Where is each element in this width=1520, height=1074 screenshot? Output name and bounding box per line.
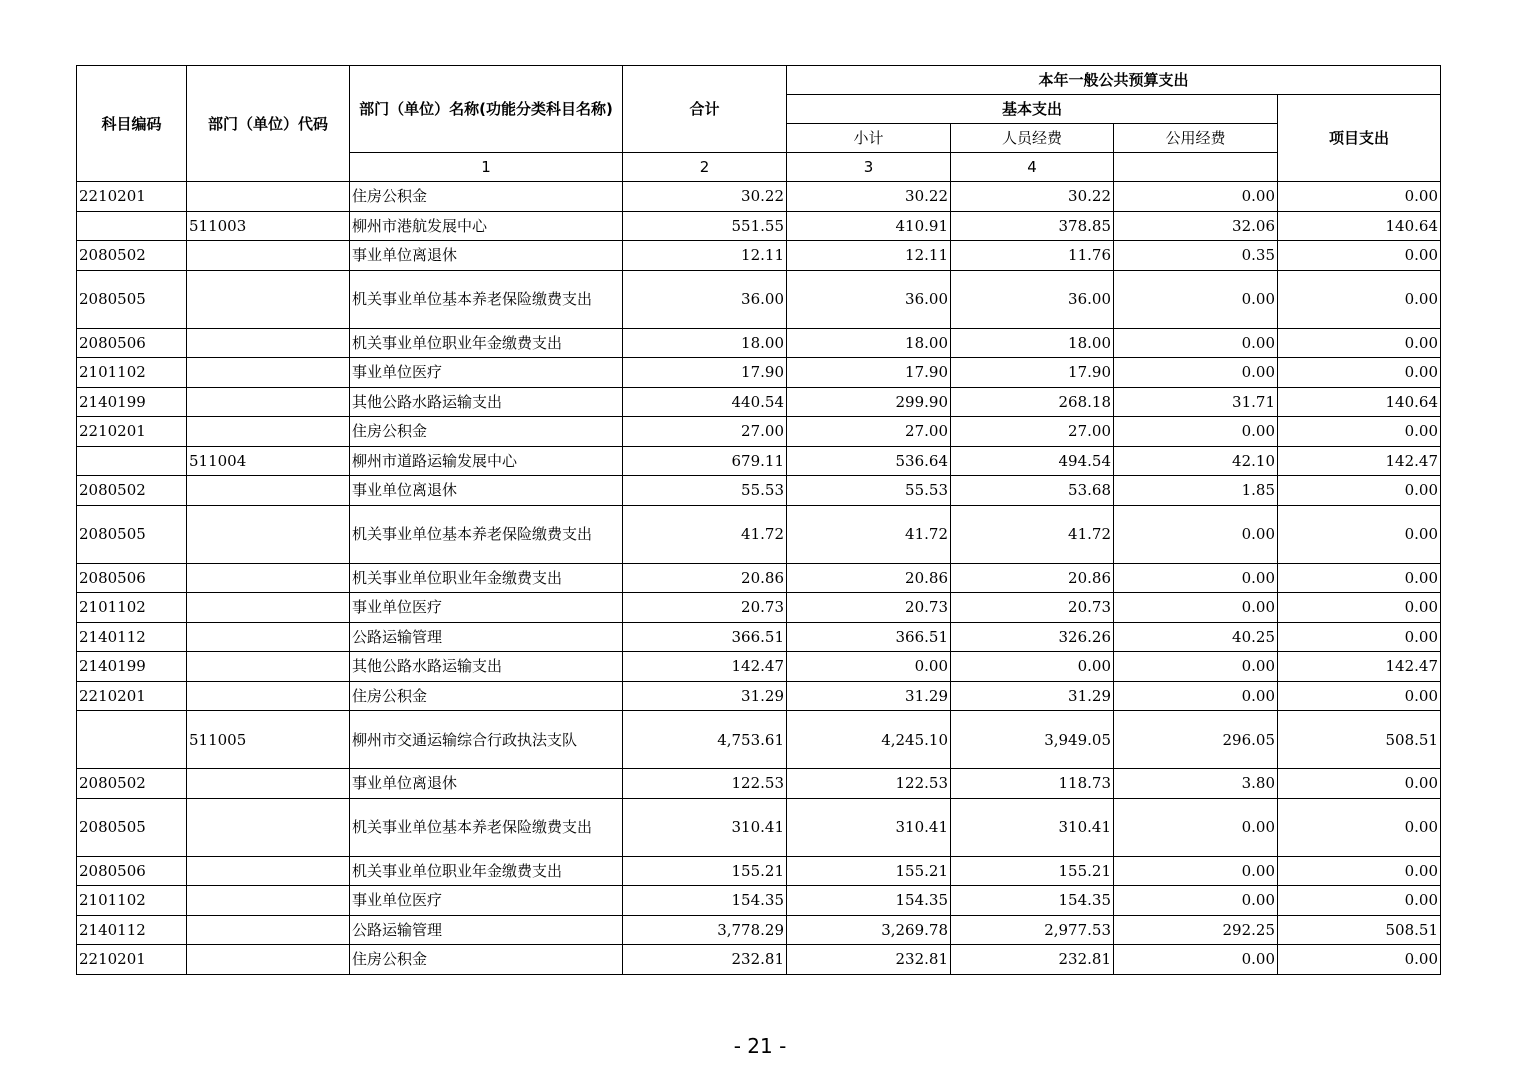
row-personnel: 30.22 [951,182,1114,212]
row-total: 31.29 [623,681,787,711]
row-dept-name: 事业单位离退休 [350,241,623,271]
table-row [77,270,1441,328]
row-personnel: 118.73 [951,769,1114,799]
row-subtotal: 17.90 [787,358,951,388]
row-subtotal: 410.91 [787,211,951,241]
header-col-num-2: 2 [623,153,787,182]
row-dept-name: 住房公积金 [350,417,623,447]
row-project: 0.00 [1278,798,1441,856]
row-dept-code [187,945,350,975]
table-row [77,563,1441,593]
row-subject-code: 2101102 [77,886,187,916]
row-subject-code: 2080505 [77,270,187,328]
row-public: 1.85 [1114,476,1278,506]
row-dept-name: 机关事业单位职业年金缴费支出 [350,563,623,593]
row-subject-code: 2210201 [77,681,187,711]
header-personnel: 人员经费 [951,124,1114,153]
row-subject-code: 2080505 [77,798,187,856]
header-total: 合计 [623,66,787,153]
row-total: 142.47 [623,652,787,682]
row-dept-name: 住房公积金 [350,681,623,711]
row-subtotal: 55.53 [787,476,951,506]
row-personnel: 41.72 [951,505,1114,563]
row-total: 27.00 [623,417,787,447]
row-total: 17.90 [623,358,787,388]
row-public: 0.00 [1114,593,1278,623]
row-dept-code: 511003 [187,211,350,241]
row-project: 0.00 [1278,622,1441,652]
row-public: 0.00 [1114,945,1278,975]
row-personnel: 3,949.05 [951,711,1114,769]
row-personnel: 232.81 [951,945,1114,975]
row-total: 3,778.29 [623,915,787,945]
table-row [77,711,1441,769]
row-personnel: 31.29 [951,681,1114,711]
row-dept-name: 机关事业单位基本养老保险缴费支出 [350,505,623,563]
header-subject-code: 科目编码 [77,66,187,182]
header-col-num-3: 3 [787,153,951,182]
row-personnel: 53.68 [951,476,1114,506]
row-dept-code: 511004 [187,446,350,476]
row-personnel: 18.00 [951,328,1114,358]
row-dept-name: 机关事业单位职业年金缴费支出 [350,856,623,886]
table-header [77,66,1441,182]
row-public: 0.00 [1114,563,1278,593]
table-row [77,358,1441,388]
row-total: 55.53 [623,476,787,506]
row-project: 0.00 [1278,182,1441,212]
row-public: 0.00 [1114,270,1278,328]
row-public: 0.00 [1114,182,1278,212]
table-row [77,182,1441,212]
table-body [77,182,1441,975]
row-public: 32.06 [1114,211,1278,241]
row-personnel: 20.86 [951,563,1114,593]
row-total: 36.00 [623,270,787,328]
row-public: 0.00 [1114,856,1278,886]
table-row [77,211,1441,241]
row-subtotal: 12.11 [787,241,951,271]
row-dept-code [187,563,350,593]
row-project: 0.00 [1278,769,1441,799]
row-dept-code [187,622,350,652]
row-dept-code [187,681,350,711]
row-public: 40.25 [1114,622,1278,652]
row-subject-code: 2101102 [77,358,187,388]
table-row [77,915,1441,945]
row-subject-code: 2140112 [77,622,187,652]
row-subject-code: 2080502 [77,476,187,506]
row-project: 508.51 [1278,711,1441,769]
row-dept-name: 事业单位医疗 [350,593,623,623]
row-personnel: 36.00 [951,270,1114,328]
row-total: 20.86 [623,563,787,593]
row-dept-code [187,358,350,388]
header-dept-name: 部门（单位）名称(功能分类科目名称) [350,66,623,153]
row-subject-code [77,711,187,769]
row-subject-code: 2210201 [77,182,187,212]
row-public: 0.00 [1114,681,1278,711]
row-dept-name: 事业单位医疗 [350,358,623,388]
row-project: 0.00 [1278,856,1441,886]
row-personnel: 11.76 [951,241,1114,271]
row-dept-name: 事业单位离退休 [350,769,623,799]
table-row [77,681,1441,711]
row-project: 140.64 [1278,387,1441,417]
table-row [77,798,1441,856]
row-subtotal: 154.35 [787,886,951,916]
header-subtotal: 小计 [787,124,951,153]
row-total: 4,753.61 [623,711,787,769]
row-personnel: 2,977.53 [951,915,1114,945]
row-subject-code [77,211,187,241]
row-subtotal: 18.00 [787,328,951,358]
row-subject-code: 2080502 [77,769,187,799]
row-subtotal: 30.22 [787,182,951,212]
table-row [77,446,1441,476]
row-project: 0.00 [1278,505,1441,563]
row-public: 3.80 [1114,769,1278,799]
table-row [77,505,1441,563]
row-dept-name: 机关事业单位基本养老保险缴费支出 [350,270,623,328]
row-public: 0.00 [1114,886,1278,916]
row-dept-name: 住房公积金 [350,182,623,212]
table-row [77,856,1441,886]
row-project: 0.00 [1278,270,1441,328]
row-project: 0.00 [1278,476,1441,506]
row-subject-code: 2140199 [77,652,187,682]
row-project: 0.00 [1278,328,1441,358]
row-dept-code [187,387,350,417]
row-public: 31.71 [1114,387,1278,417]
row-subtotal: 27.00 [787,417,951,447]
row-personnel: 154.35 [951,886,1114,916]
row-dept-code [187,328,350,358]
row-subtotal: 31.29 [787,681,951,711]
row-total: 41.72 [623,505,787,563]
row-dept-code [187,476,350,506]
row-personnel: 20.73 [951,593,1114,623]
row-public: 0.00 [1114,652,1278,682]
table-row [77,622,1441,652]
row-total: 18.00 [623,328,787,358]
header-col-num-1: 1 [350,153,623,182]
table-row [77,387,1441,417]
table-row [77,241,1441,271]
row-dept-name: 公路运输管理 [350,915,623,945]
row-total: 440.54 [623,387,787,417]
row-public: 0.35 [1114,241,1278,271]
row-subtotal: 122.53 [787,769,951,799]
row-personnel: 268.18 [951,387,1114,417]
row-subject-code: 2210201 [77,945,187,975]
row-dept-code [187,241,350,271]
row-dept-name: 柳州市道路运输发展中心 [350,446,623,476]
row-dept-name: 机关事业单位职业年金缴费支出 [350,328,623,358]
row-subtotal: 0.00 [787,652,951,682]
row-project: 0.00 [1278,241,1441,271]
row-total: 366.51 [623,622,787,652]
header-project: 项目支出 [1278,95,1441,182]
row-subject-code: 2080506 [77,856,187,886]
row-subject-code: 2210201 [77,417,187,447]
row-subject-code: 2140112 [77,915,187,945]
row-dept-name: 其他公路水路运输支出 [350,652,623,682]
row-project: 140.64 [1278,211,1441,241]
row-public: 292.25 [1114,915,1278,945]
row-subtotal: 310.41 [787,798,951,856]
row-dept-name: 柳州市交通运输综合行政执法支队 [350,711,623,769]
row-project: 0.00 [1278,417,1441,447]
row-subject-code: 2080505 [77,505,187,563]
header-col-num-4: 4 [951,153,1114,182]
row-total: 30.22 [623,182,787,212]
row-subtotal: 3,269.78 [787,915,951,945]
table-row [77,593,1441,623]
row-dept-code [187,593,350,623]
row-subtotal: 299.90 [787,387,951,417]
table-row [77,769,1441,799]
row-dept-code: 511005 [187,711,350,769]
row-subject-code: 2080506 [77,563,187,593]
row-personnel: 27.00 [951,417,1114,447]
row-public: 42.10 [1114,446,1278,476]
row-total: 679.11 [623,446,787,476]
row-public: 0.00 [1114,328,1278,358]
row-total: 20.73 [623,593,787,623]
row-subject-code: 2080506 [77,328,187,358]
header-public: 公用经费 [1114,124,1278,153]
header-group-title: 本年一般公共预算支出 [787,66,1441,95]
row-dept-code [187,417,350,447]
row-dept-code [187,769,350,799]
row-total: 12.11 [623,241,787,271]
row-subtotal: 20.86 [787,563,951,593]
row-subtotal: 20.73 [787,593,951,623]
row-project: 142.47 [1278,446,1441,476]
budget-table [76,65,1441,975]
row-project: 142.47 [1278,652,1441,682]
header-dept-code: 部门（单位）代码 [187,66,350,182]
row-project: 0.00 [1278,563,1441,593]
row-project: 0.00 [1278,681,1441,711]
row-public: 296.05 [1114,711,1278,769]
row-dept-code [187,505,350,563]
row-dept-code [187,270,350,328]
row-subtotal: 232.81 [787,945,951,975]
row-dept-name: 柳州市港航发展中心 [350,211,623,241]
row-personnel: 326.26 [951,622,1114,652]
row-dept-code [187,798,350,856]
row-dept-code [187,886,350,916]
row-project: 0.00 [1278,886,1441,916]
row-subtotal: 155.21 [787,856,951,886]
table-row [77,417,1441,447]
row-public: 0.00 [1114,358,1278,388]
row-subject-code: 2080502 [77,241,187,271]
table-row [77,328,1441,358]
row-personnel: 310.41 [951,798,1114,856]
row-total: 154.35 [623,886,787,916]
row-public: 0.00 [1114,505,1278,563]
table-row [77,945,1441,975]
row-personnel: 378.85 [951,211,1114,241]
row-dept-code [187,652,350,682]
row-subtotal: 536.64 [787,446,951,476]
row-project: 0.00 [1278,945,1441,975]
row-dept-name: 机关事业单位基本养老保险缴费支出 [350,798,623,856]
row-dept-code [187,182,350,212]
row-personnel: 494.54 [951,446,1114,476]
row-dept-name: 住房公积金 [350,945,623,975]
row-subtotal: 366.51 [787,622,951,652]
row-personnel: 155.21 [951,856,1114,886]
row-project: 0.00 [1278,358,1441,388]
row-personnel: 0.00 [951,652,1114,682]
row-total: 310.41 [623,798,787,856]
row-total: 122.53 [623,769,787,799]
row-dept-code [187,915,350,945]
row-subject-code: 2140199 [77,387,187,417]
row-public: 0.00 [1114,798,1278,856]
row-subtotal: 41.72 [787,505,951,563]
row-personnel: 17.90 [951,358,1114,388]
row-subject-code [77,446,187,476]
row-public: 0.00 [1114,417,1278,447]
row-total: 232.81 [623,945,787,975]
row-dept-name: 事业单位医疗 [350,886,623,916]
table-row [77,886,1441,916]
row-dept-name: 公路运输管理 [350,622,623,652]
table-row [77,652,1441,682]
row-subtotal: 4,245.10 [787,711,951,769]
row-dept-name: 其他公路水路运输支出 [350,387,623,417]
row-dept-code [187,856,350,886]
row-project: 508.51 [1278,915,1441,945]
row-dept-name: 事业单位离退休 [350,476,623,506]
row-project: 0.00 [1278,593,1441,623]
row-subtotal: 36.00 [787,270,951,328]
row-total: 551.55 [623,211,787,241]
header-basic-title: 基本支出 [787,95,1278,124]
page-number: - 21 - [733,1034,787,1058]
table-row [77,476,1441,506]
row-total: 155.21 [623,856,787,886]
row-subject-code: 2101102 [77,593,187,623]
